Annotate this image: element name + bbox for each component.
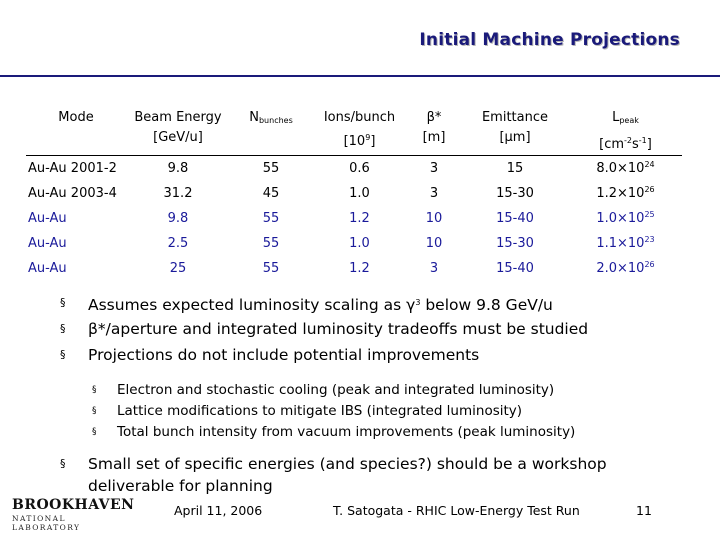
bullet-list: [60, 290, 680, 497]
header-beta-star: β* [m]: [407, 106, 461, 156]
bullet-item: § β*/aperture and integrated luminosity tradeoffs must be studied: [60, 316, 680, 342]
cell-lpeak: $8.0\times 10^{24}$: [596, 160, 655, 177]
cell-lpeak: $2.0\times 10^{26}$: [596, 260, 655, 276]
header-ions-per-bunch: Ions/bunch $[10^9]$: [312, 106, 407, 156]
bullet-marker: §: [60, 296, 66, 309]
table-row: [26, 231, 682, 256]
bullet-marker: §: [60, 457, 66, 470]
cell-nbunches: 55: [262, 210, 280, 226]
bullet-marker: §: [60, 322, 66, 335]
cell-mode: Au-Au: [28, 235, 67, 251]
bullet-item: § Projections do not include potential improvements: [60, 342, 680, 368]
cell-emittance: 15: [506, 160, 524, 176]
cell-lpeak: $1.0\times 10^{25}$: [596, 210, 655, 226]
bullet-marker: §: [60, 348, 66, 361]
cell-lpeak: $1.2\times 10^{26}$: [596, 185, 655, 201]
bullet-item: § Small set of specific energies (and species?) should be a workshop deliverable for planning: [60, 455, 607, 495]
page-number: 11: [636, 503, 652, 518]
sub-bullet-item: § Electron and stochastic cooling (peak and integrated luminosity): [92, 380, 680, 401]
bullet-marker: §: [92, 406, 97, 416]
bullet-marker: §: [92, 427, 97, 437]
header-emittance: Emittance [μm]: [461, 106, 569, 156]
cell-beta: 3: [429, 260, 439, 276]
cell-ions: 1.0: [349, 185, 370, 201]
cell-mode: Au-Au 2001-2: [28, 160, 117, 176]
cell-energy: 2.5: [167, 235, 189, 251]
table-header-row: [26, 106, 682, 156]
cell-nbunches: 55: [262, 160, 280, 176]
cell-energy: 9.8: [167, 160, 189, 176]
cell-beta: 10: [425, 235, 443, 251]
cell-lpeak: $1.1\times 10^{23}$: [596, 235, 655, 251]
table-row: [26, 181, 682, 206]
cell-beta: 3: [429, 185, 439, 201]
cell-energy: 25: [169, 260, 187, 276]
footer-date: April 11, 2006: [174, 503, 263, 518]
table-row: [26, 256, 682, 281]
cell-mode: Au-Au: [28, 260, 67, 276]
cell-emittance: 15-40: [496, 210, 534, 226]
cell-mode: Au-Au 2003-4: [28, 185, 117, 201]
bullet-marker: §: [92, 385, 97, 395]
cell-nbunches: 45: [262, 185, 280, 201]
cell-beta: 10: [425, 210, 443, 226]
footer-presenter: T. Satogata - RHIC Low-Energy Test Run: [333, 503, 580, 518]
cell-emittance: 15-30: [496, 185, 534, 201]
header-beam-energy: Beam Energy [GeV/u]: [126, 106, 230, 156]
cell-ions: 1.0: [349, 235, 370, 251]
cell-ions: 1.2: [349, 260, 370, 276]
cell-nbunches: 55: [262, 235, 280, 251]
sub-bullet-item: § Total bunch intensity from vacuum improvements (peak luminosity): [92, 422, 680, 443]
header-nbunches: $N_{bunches}$: [230, 106, 312, 156]
cell-emittance: 15-30: [496, 235, 534, 251]
header-mode: Mode: [26, 106, 126, 156]
cell-nbunches: 55: [262, 260, 280, 276]
table-row: [26, 206, 682, 231]
sub-bullet-item: § Lattice modifications to mitigate IBS (integrated luminosity): [92, 401, 680, 422]
bullet-item: § Assumes expected luminosity scaling as $\gamma^3$ below 9.8 GeV/u: [60, 290, 680, 316]
cell-energy: 31.2: [163, 185, 193, 201]
projections-table: [26, 106, 682, 281]
sub-bullet-list: [92, 380, 680, 443]
header-lpeak: $L_{peak}$ $[cm^{-2}s^{-1}]$: [569, 106, 682, 156]
cell-ions: 0.6: [349, 160, 370, 176]
cell-ions: 1.2: [349, 210, 370, 226]
cell-beta: 3: [429, 160, 439, 176]
cell-mode: Au-Au: [28, 210, 67, 226]
cell-emittance: 15-40: [496, 260, 534, 276]
title-divider: [0, 75, 720, 77]
slide-title: Initial Machine Projections: [419, 30, 680, 50]
table-row: [26, 156, 682, 181]
brookhaven-logo: BROOKHAVEN NATIONAL LABORATORY: [12, 497, 135, 532]
cell-energy: 9.8: [167, 210, 189, 226]
